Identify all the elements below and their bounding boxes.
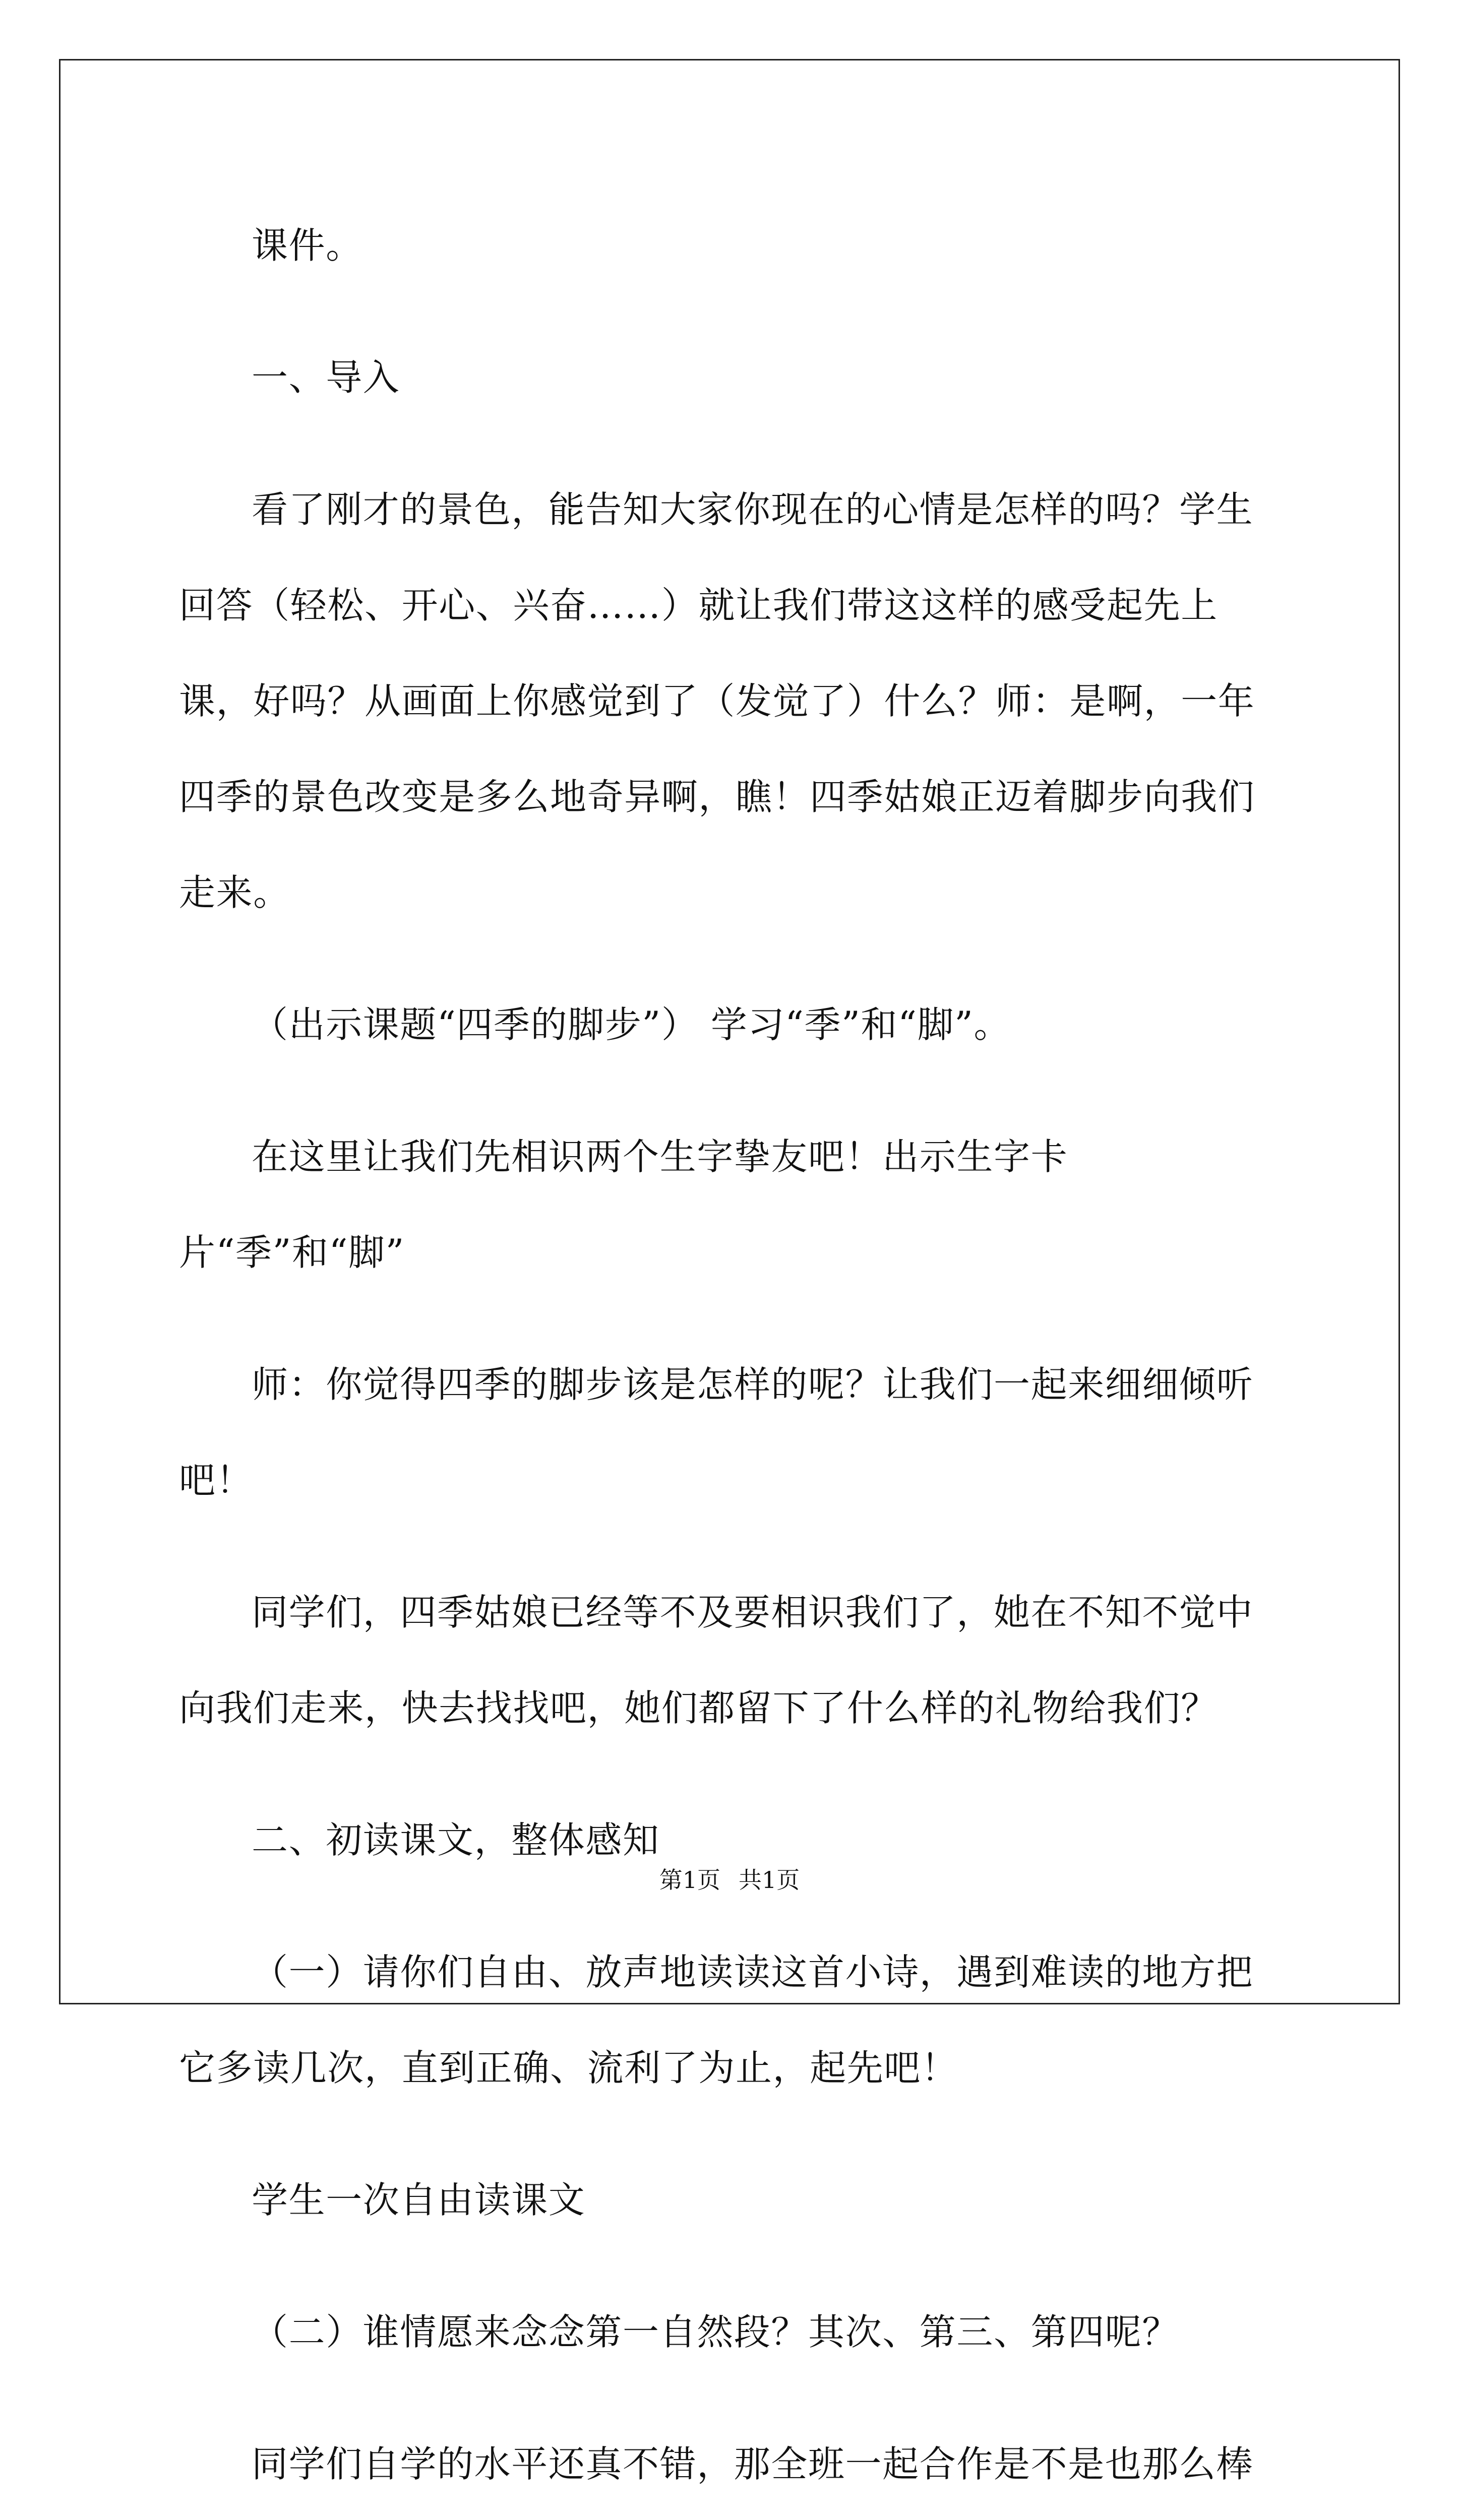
paragraph-class-cooperation: 同学们自学的水平还真不错，那全班一起合作是不是也那么棒 (252, 2443, 1254, 2485)
paragraph-four-seasons-girl: 同学们，四季姑娘已经等不及要相识我们了，她在不知不觉中向我们走来，快去找找吧，她们都留下了什么样的礼物给我们？ (179, 1591, 1254, 1729)
heading-first-reading: 二、初读课文，整体感知 (252, 1819, 660, 1861)
paragraph-teacher-question: 师：你觉得四季的脚步该是怎样的呢？让我们一起来细细倾听吧！ (179, 1363, 1254, 1501)
paragraph-scenery-question: 看了刚才的景色，能告知大家你现在的心情是怎样的吗？学生回答（轻松、开心、兴奋……）就让我们带这这样的感受起先上课，好吗？从画面上你感觉到了（发觉了）什么？师：是啊，一年四季的景色改变是多么地奇异啊，瞧！四季姑娘正迈着脚步向我们走来。 (179, 488, 1255, 914)
paragraph-new-characters: 在这里让我们先相识两个生字挚友吧！出示生字卡片“季”和“脚” (179, 1136, 1068, 1274)
page-total: 共1页 (739, 1866, 800, 1894)
heading-introduction: 一、导入 (252, 356, 400, 399)
paragraph-read-aloud: （一）请你们自由、放声地读读这首小诗，遇到难读的地方把它多读几次，直到正确、流利了为止，起先吧！ (179, 1951, 1254, 2089)
page-number: 第1页 (659, 1866, 720, 1894)
page-footer (0, 1865, 1459, 1895)
paragraph-student-reading: 学生一次自由读课文 (252, 2179, 586, 2221)
paragraph-courseware: 课件。 (252, 224, 363, 267)
paragraph-lesson-title: （出示课题“四季的脚步”） 学习“季”和“脚”。 (252, 1003, 1011, 1046)
paragraph-who-reads: （二）谁情愿来念念第一自然段？其次、第三、第四呢？ (252, 2311, 1180, 2353)
document-body (179, 198, 1281, 2520)
